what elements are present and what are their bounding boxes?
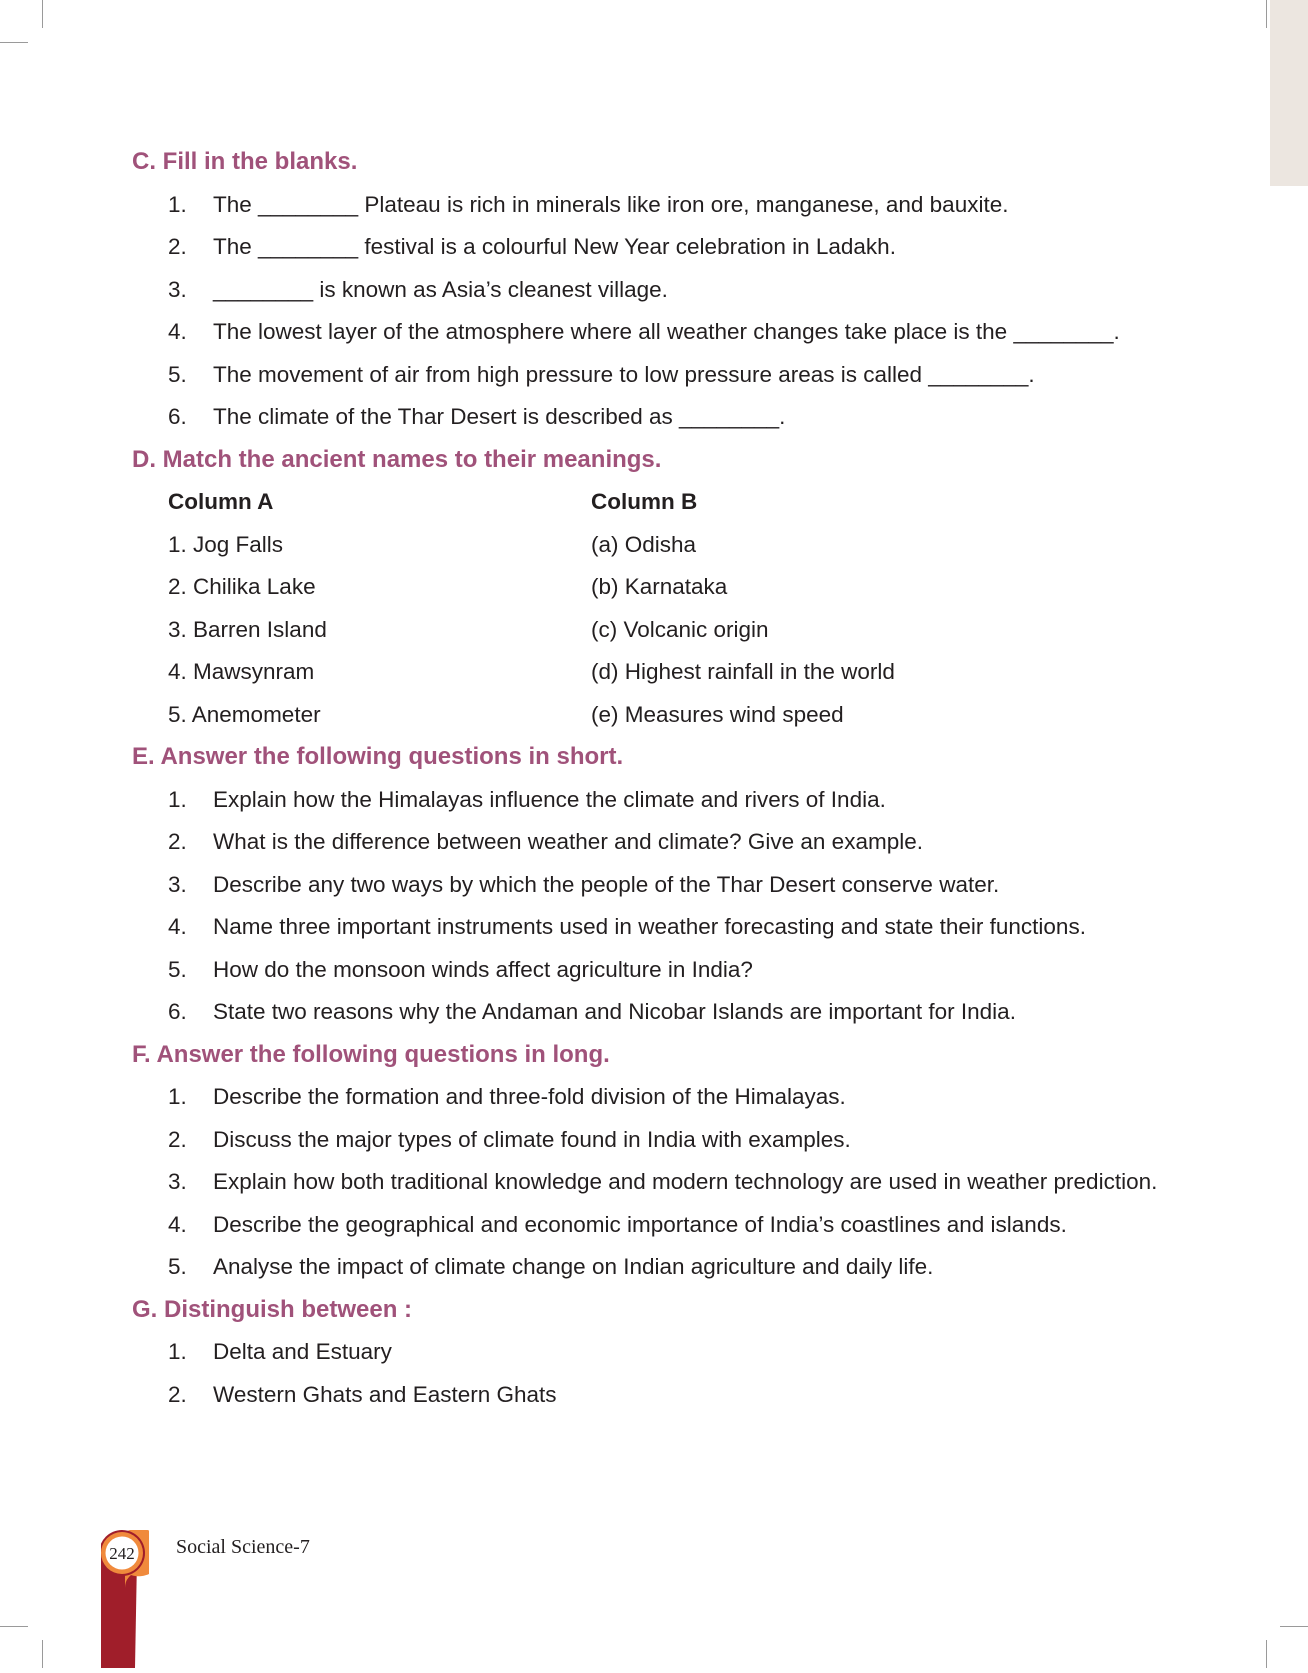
item-text: Discuss the major types of climate found in India with examples. [213,1126,851,1152]
column-a-item: 4. Mawsynram [168,659,315,684]
crop-mark [42,0,43,28]
item-number: 6. [168,999,187,1024]
section-heading: D. Match the ancient names to their meanings. [132,445,662,473]
list-item [132,184,1178,227]
list-item [132,226,1178,269]
item-text: Describe the geographical and economic importance of India’s coastlines and islands. [213,1211,1067,1237]
crop-mark [1266,1640,1267,1668]
item-number: 4. [168,914,187,939]
column-a [168,481,591,736]
column-a-item: 5. Anemometer [168,701,321,727]
page-number-badge [101,1530,149,1668]
section-heading: F. Answer the following questions in long. [132,1040,610,1068]
list-item [132,311,1178,354]
list-item [132,949,1178,992]
section-d [132,439,1178,737]
bookmark-ribbon-icon [101,1530,149,1668]
match-table [132,481,1178,736]
list-item [132,864,1178,907]
item-number: 6. [168,404,187,429]
column-b-header: Column B [591,489,698,514]
item-number: 4. [168,319,187,344]
item-text: The ________ festival is a colourful New Year celebration in Ladakh. [213,234,896,259]
item-text: Explain how the Himalayas influence the climate and rivers of India. [213,786,886,812]
crop-mark [1266,0,1267,28]
list-item [132,1204,1178,1247]
item-number: 3. [168,1169,187,1194]
item-number: 3. [168,276,187,302]
crop-mark [0,42,28,43]
list-item [132,821,1178,864]
item-number: 1. [168,1339,187,1364]
page-number: 242 [109,1544,135,1563]
list-item [132,1246,1178,1289]
item-text: Explain how both traditional knowledge and modern technology are used in weather prediction. [213,1169,1158,1194]
item-number: 3. [168,871,187,897]
list-item [132,991,1178,1034]
list-item [132,1161,1178,1204]
column-a-header: Column A [168,489,274,514]
column-b-item: (b) Karnataka [591,574,728,599]
column-a-item: 3. Barren Island [168,616,327,642]
item-text: How do the monsoon winds affect agriculture in India? [213,956,753,982]
item-text: Name three important instruments used in weather forecasting and state their functions. [213,914,1086,939]
item-text: State two reasons why the Andaman and Nicobar Islands are important for India. [213,999,1016,1024]
item-text: What is the difference between weather and climate? Give an example. [213,829,923,854]
item-text: The climate of the Thar Desert is described as ________. [213,404,786,429]
crop-mark [1280,1626,1308,1627]
section-heading: C. Fill in the blanks. [132,148,358,175]
item-text: The lowest layer of the atmosphere where all weather changes take place is the ________. [213,319,1120,344]
item-number: 5. [168,1254,187,1279]
item-number: 2. [168,829,187,854]
item-number: 1. [168,1084,187,1109]
exercise-content [132,141,1178,1416]
list-item [132,396,1178,439]
page-edge-strip [1270,0,1308,186]
list-item [132,354,1178,397]
item-number: 5. [168,361,187,387]
item-number: 1. [168,786,187,812]
item-number: 5. [168,956,187,982]
list-item [132,269,1178,312]
item-text: Describe any two ways by which the people of the Thar Desert conserve water. [213,871,1000,897]
item-text: Western Ghats and Eastern Ghats [213,1381,557,1407]
item-number: 2. [168,234,187,259]
section-c [132,141,1178,439]
column-b-item: (d) Highest rainfall in the world [591,659,895,684]
column-b-item: (e) Measures wind speed [591,701,844,727]
item-text: ________ is known as Asia’s cleanest village. [213,276,668,302]
item-number: 2. [168,1381,187,1407]
item-text: Delta and Estuary [213,1339,392,1364]
item-number: 1. [168,191,187,217]
column-b-item: (c) Volcanic origin [591,616,769,642]
section-f [132,1034,1178,1289]
column-b-item: (a) Odisha [591,531,697,557]
list-item [132,1119,1178,1162]
section-g [132,1289,1178,1417]
crop-mark [42,1640,43,1668]
item-text: Analyse the impact of climate change on Indian agriculture and daily life. [213,1254,934,1279]
section-heading: E. Answer the following questions in short. [132,743,624,770]
section-e [132,736,1178,1034]
list-item [132,1331,1178,1374]
crop-mark [0,1626,28,1627]
list-item [132,779,1178,822]
list-item [132,1374,1178,1417]
list-item [132,1076,1178,1119]
item-text: The ________ Plateau is rich in minerals like iron ore, manganese, and bauxite. [213,191,1009,217]
item-text: The movement of air from high pressure to low pressure areas is called ________. [213,361,1035,387]
column-b [591,481,895,736]
item-text: Describe the formation and three-fold division of the Himalayas. [213,1084,846,1109]
column-a-item: 1. Jog Falls [168,531,284,557]
section-heading: G. Distinguish between : [132,1295,413,1323]
item-number: 2. [168,1126,187,1152]
item-number: 4. [168,1211,187,1237]
book-title: Social Science-7 [176,1536,310,1558]
column-a-item: 2. Chilika Lake [168,574,316,599]
list-item [132,906,1178,949]
